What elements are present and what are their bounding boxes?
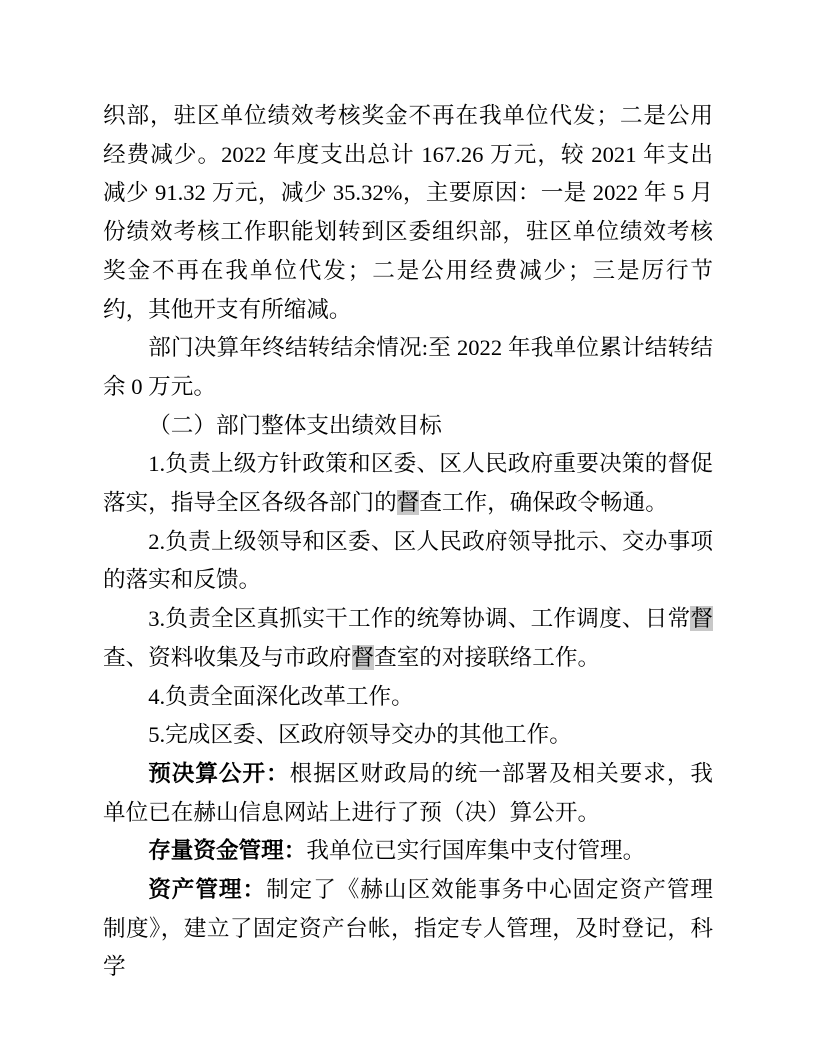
text-run: 1.负责上级方针政策和区委、区人民政府重要决策的督促落实，指导全区各级各部门的 — [103, 451, 713, 516]
text-run: 我单位已实行国库集中支付管理。 — [306, 838, 646, 864]
goal-item-4 — [103, 678, 713, 717]
goal-item-5 — [103, 716, 713, 755]
text-run: 查、资料收集及与市政府 — [103, 644, 352, 670]
text-run: 制定了《赫山区效能事务中心固定资产管理制度》，建立了固定资产台帐，指定专人管理，及时登记，科学 — [103, 877, 714, 980]
text-run: 织部，驻区单位绩效考核奖金不再在我单位代发；二是公用经费减少。2022 年度支出总计 167.26 万元，较 2021 年支出减少 91.32 万元，减少 35.32%，主要原因：一是 2022 年 5 月份绩效考核工作职能划转到区委组织部，驻区单位绩效考核奖金不再在我单位代发；二是公用经费减少；三是厉行节约，其他开支有所缩减。 — [103, 103, 713, 322]
document-body — [103, 97, 713, 987]
highlighted-character: 督 — [396, 490, 420, 516]
section-heading-performance-goals — [103, 407, 713, 446]
paragraph-carryover-balance — [103, 329, 713, 406]
text-run: 5.完成区委、区政府领导交办的其他工作。 — [148, 722, 572, 748]
bold-label: 资产管理： — [148, 877, 267, 903]
highlighted-character: 督 — [351, 644, 375, 670]
highlighted-character: 督 — [690, 606, 713, 632]
paragraph-budget-disclosure — [103, 755, 713, 832]
goal-item-3 — [103, 600, 713, 677]
bold-label: 存量资金管理： — [148, 838, 307, 864]
goal-item-2 — [103, 523, 713, 600]
text-run: 查室的对接联络工作。 — [374, 644, 601, 670]
text-run: 2.负责上级领导和区委、区人民政府领导批示、交办事项的落实和反馈。 — [103, 528, 713, 593]
bold-label: 预决算公开： — [148, 760, 290, 786]
text-run: 查工作，确保政令畅通。 — [419, 490, 668, 516]
text-run: 部门决算年终结转结余情况:至 2022 年我单位累计结转结余 0 万元。 — [103, 335, 713, 399]
text-run: （二）部门整体支出绩效目标 — [148, 412, 442, 438]
paragraph-asset-management — [103, 871, 713, 987]
paragraph-fund-management — [103, 832, 713, 871]
goal-item-1 — [103, 445, 713, 522]
text-run: 3.负责全区真抓实干工作的统筹协调、工作调度、日常 — [148, 606, 691, 632]
text-run: 4.负责全面深化改革工作。 — [148, 683, 414, 709]
text-run: 根据区财政局的统一部署及相关要求，我单位已在赫山信息网站上进行了预（决）算公开。 — [103, 760, 714, 825]
paragraph-expenditure-summary-continued — [103, 97, 713, 329]
